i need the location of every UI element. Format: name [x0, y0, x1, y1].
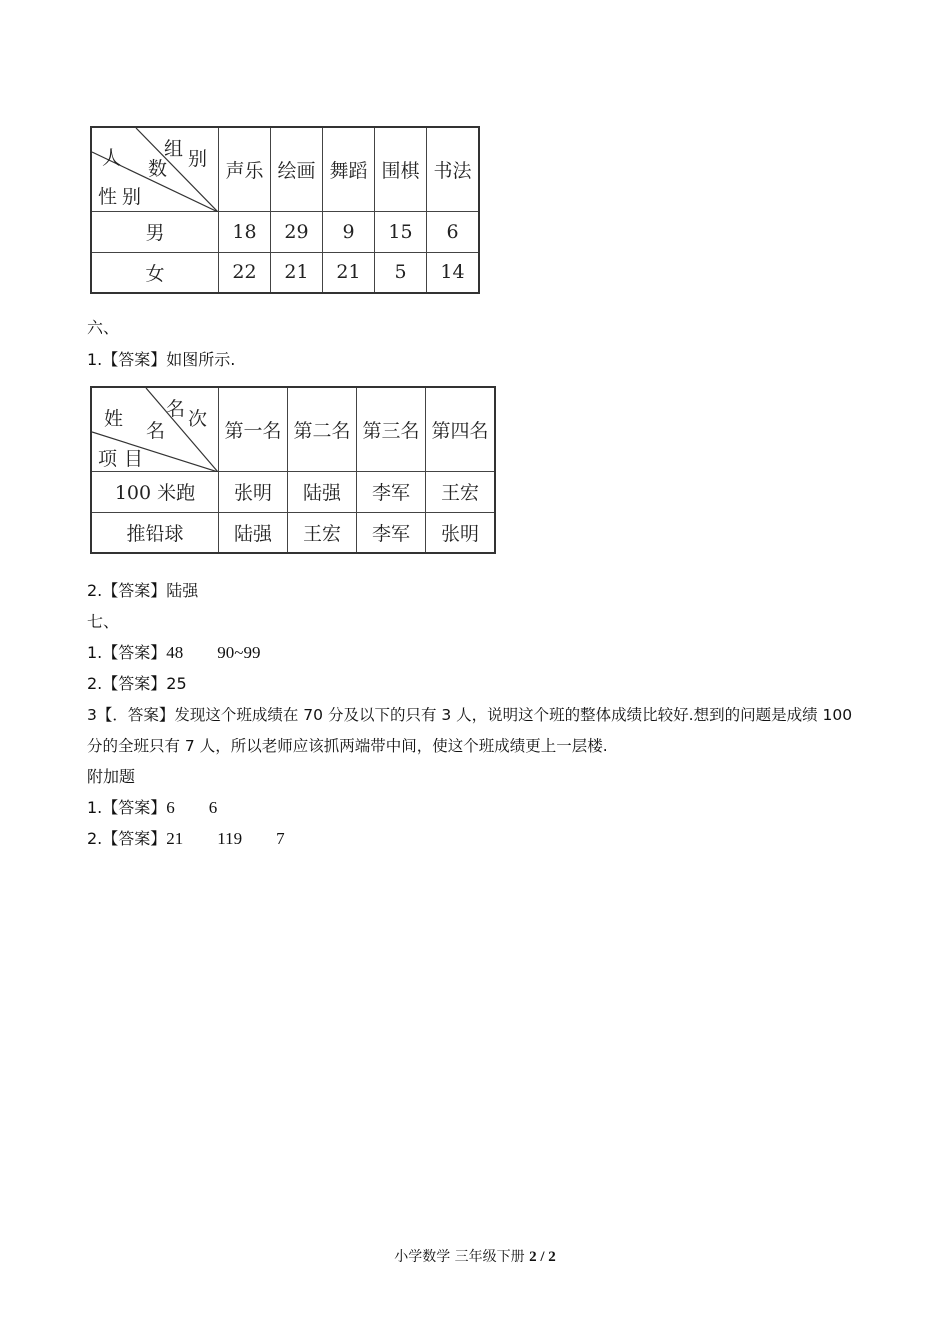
column-header: 声乐	[219, 127, 271, 211]
table-row	[91, 211, 479, 252]
table-cell: 李军	[357, 471, 426, 512]
column-header: 绘画	[271, 127, 323, 211]
table-row	[91, 252, 479, 293]
column-header: 围棋	[375, 127, 427, 211]
corner-label: 次	[188, 408, 208, 430]
answer-value: 119	[217, 829, 243, 848]
answer-value: 6	[208, 798, 218, 817]
table-cell: 18	[219, 211, 271, 252]
table-cell: 陆强	[219, 512, 288, 553]
corner-label: 别	[188, 148, 208, 170]
column-header: 第三名	[357, 387, 426, 471]
table-cell: 张明	[426, 512, 496, 553]
table-cell: 9	[323, 211, 375, 252]
table-corner-header	[91, 387, 219, 471]
table-cell: 李军	[357, 512, 426, 553]
table-cell: 14	[427, 252, 480, 293]
gender-activity-table	[90, 126, 480, 294]
table-cell: 王宏	[426, 471, 496, 512]
table-cell: 21	[323, 252, 375, 293]
corner-label: 数	[148, 158, 168, 180]
table-corner-header	[91, 127, 219, 211]
table-cell: 张明	[219, 471, 288, 512]
row-label: 女	[91, 252, 219, 293]
section-heading: 六、	[87, 318, 120, 337]
table-cell: 王宏	[288, 512, 357, 553]
column-header: 第二名	[288, 387, 357, 471]
answer-line: 分的全班只有 7 人，所以老师应该抓两端带中间，使这个班成绩更上一层楼.	[87, 737, 608, 755]
corner-label: 项	[98, 448, 118, 470]
answer-line	[87, 643, 260, 663]
section-heading: 附加题	[87, 767, 136, 786]
answer-line	[87, 829, 285, 849]
answer-line	[87, 798, 217, 818]
corner-label: 人	[102, 147, 122, 169]
table-cell: 22	[219, 252, 271, 293]
answer-line: 1.【答案】如图所示.	[87, 350, 236, 369]
row-label: 100 米跑	[91, 471, 219, 512]
table-cell: 5	[375, 252, 427, 293]
corner-label: 目	[124, 448, 144, 470]
answer-line: 3【．答案】发现这个班成绩在 70 分及以下的只有 3 人，说明这个班的整体成绩比较好.想到的问题是成绩 100	[87, 706, 853, 724]
table-cell: 29	[271, 211, 323, 252]
corner-label: 名	[146, 420, 166, 442]
row-label: 男	[91, 211, 219, 252]
table-cell: 6	[427, 211, 480, 252]
corner-label: 别	[122, 186, 142, 208]
answer-prefix: 1.【答案】	[87, 798, 167, 817]
table-cell: 陆强	[288, 471, 357, 512]
footer-text: 小学数学 三年级下册	[394, 1249, 525, 1265]
corner-label: 组	[164, 138, 184, 160]
answer-line: 2.【答案】陆强	[87, 581, 199, 600]
corner-label: 名	[166, 398, 186, 420]
ranking-table	[90, 386, 496, 554]
answer-value: 90~99	[217, 643, 261, 662]
table-cell: 21	[271, 252, 323, 293]
answer-prefix: 1.【答案】	[87, 643, 167, 662]
column-header: 舞蹈	[323, 127, 375, 211]
answer-value: 6	[166, 798, 175, 817]
table-row	[91, 512, 495, 553]
page-footer	[0, 1246, 950, 1266]
table-cell: 15	[375, 211, 427, 252]
corner-label: 姓	[104, 408, 124, 430]
section-heading: 七、	[87, 612, 120, 631]
column-header: 第四名	[426, 387, 496, 471]
page-number: 2 / 2	[529, 1249, 556, 1265]
answer-value: 48	[166, 643, 184, 662]
answer-value: 7	[276, 829, 285, 848]
table-row	[91, 471, 495, 512]
answer-value: 21	[166, 829, 184, 848]
column-header: 书法	[427, 127, 480, 211]
row-label: 推铅球	[91, 512, 219, 553]
answer-prefix: 2.【答案】	[87, 829, 167, 848]
corner-label: 性	[98, 186, 118, 208]
answer-line: 2.【答案】25	[87, 674, 187, 693]
column-header: 第一名	[219, 387, 288, 471]
